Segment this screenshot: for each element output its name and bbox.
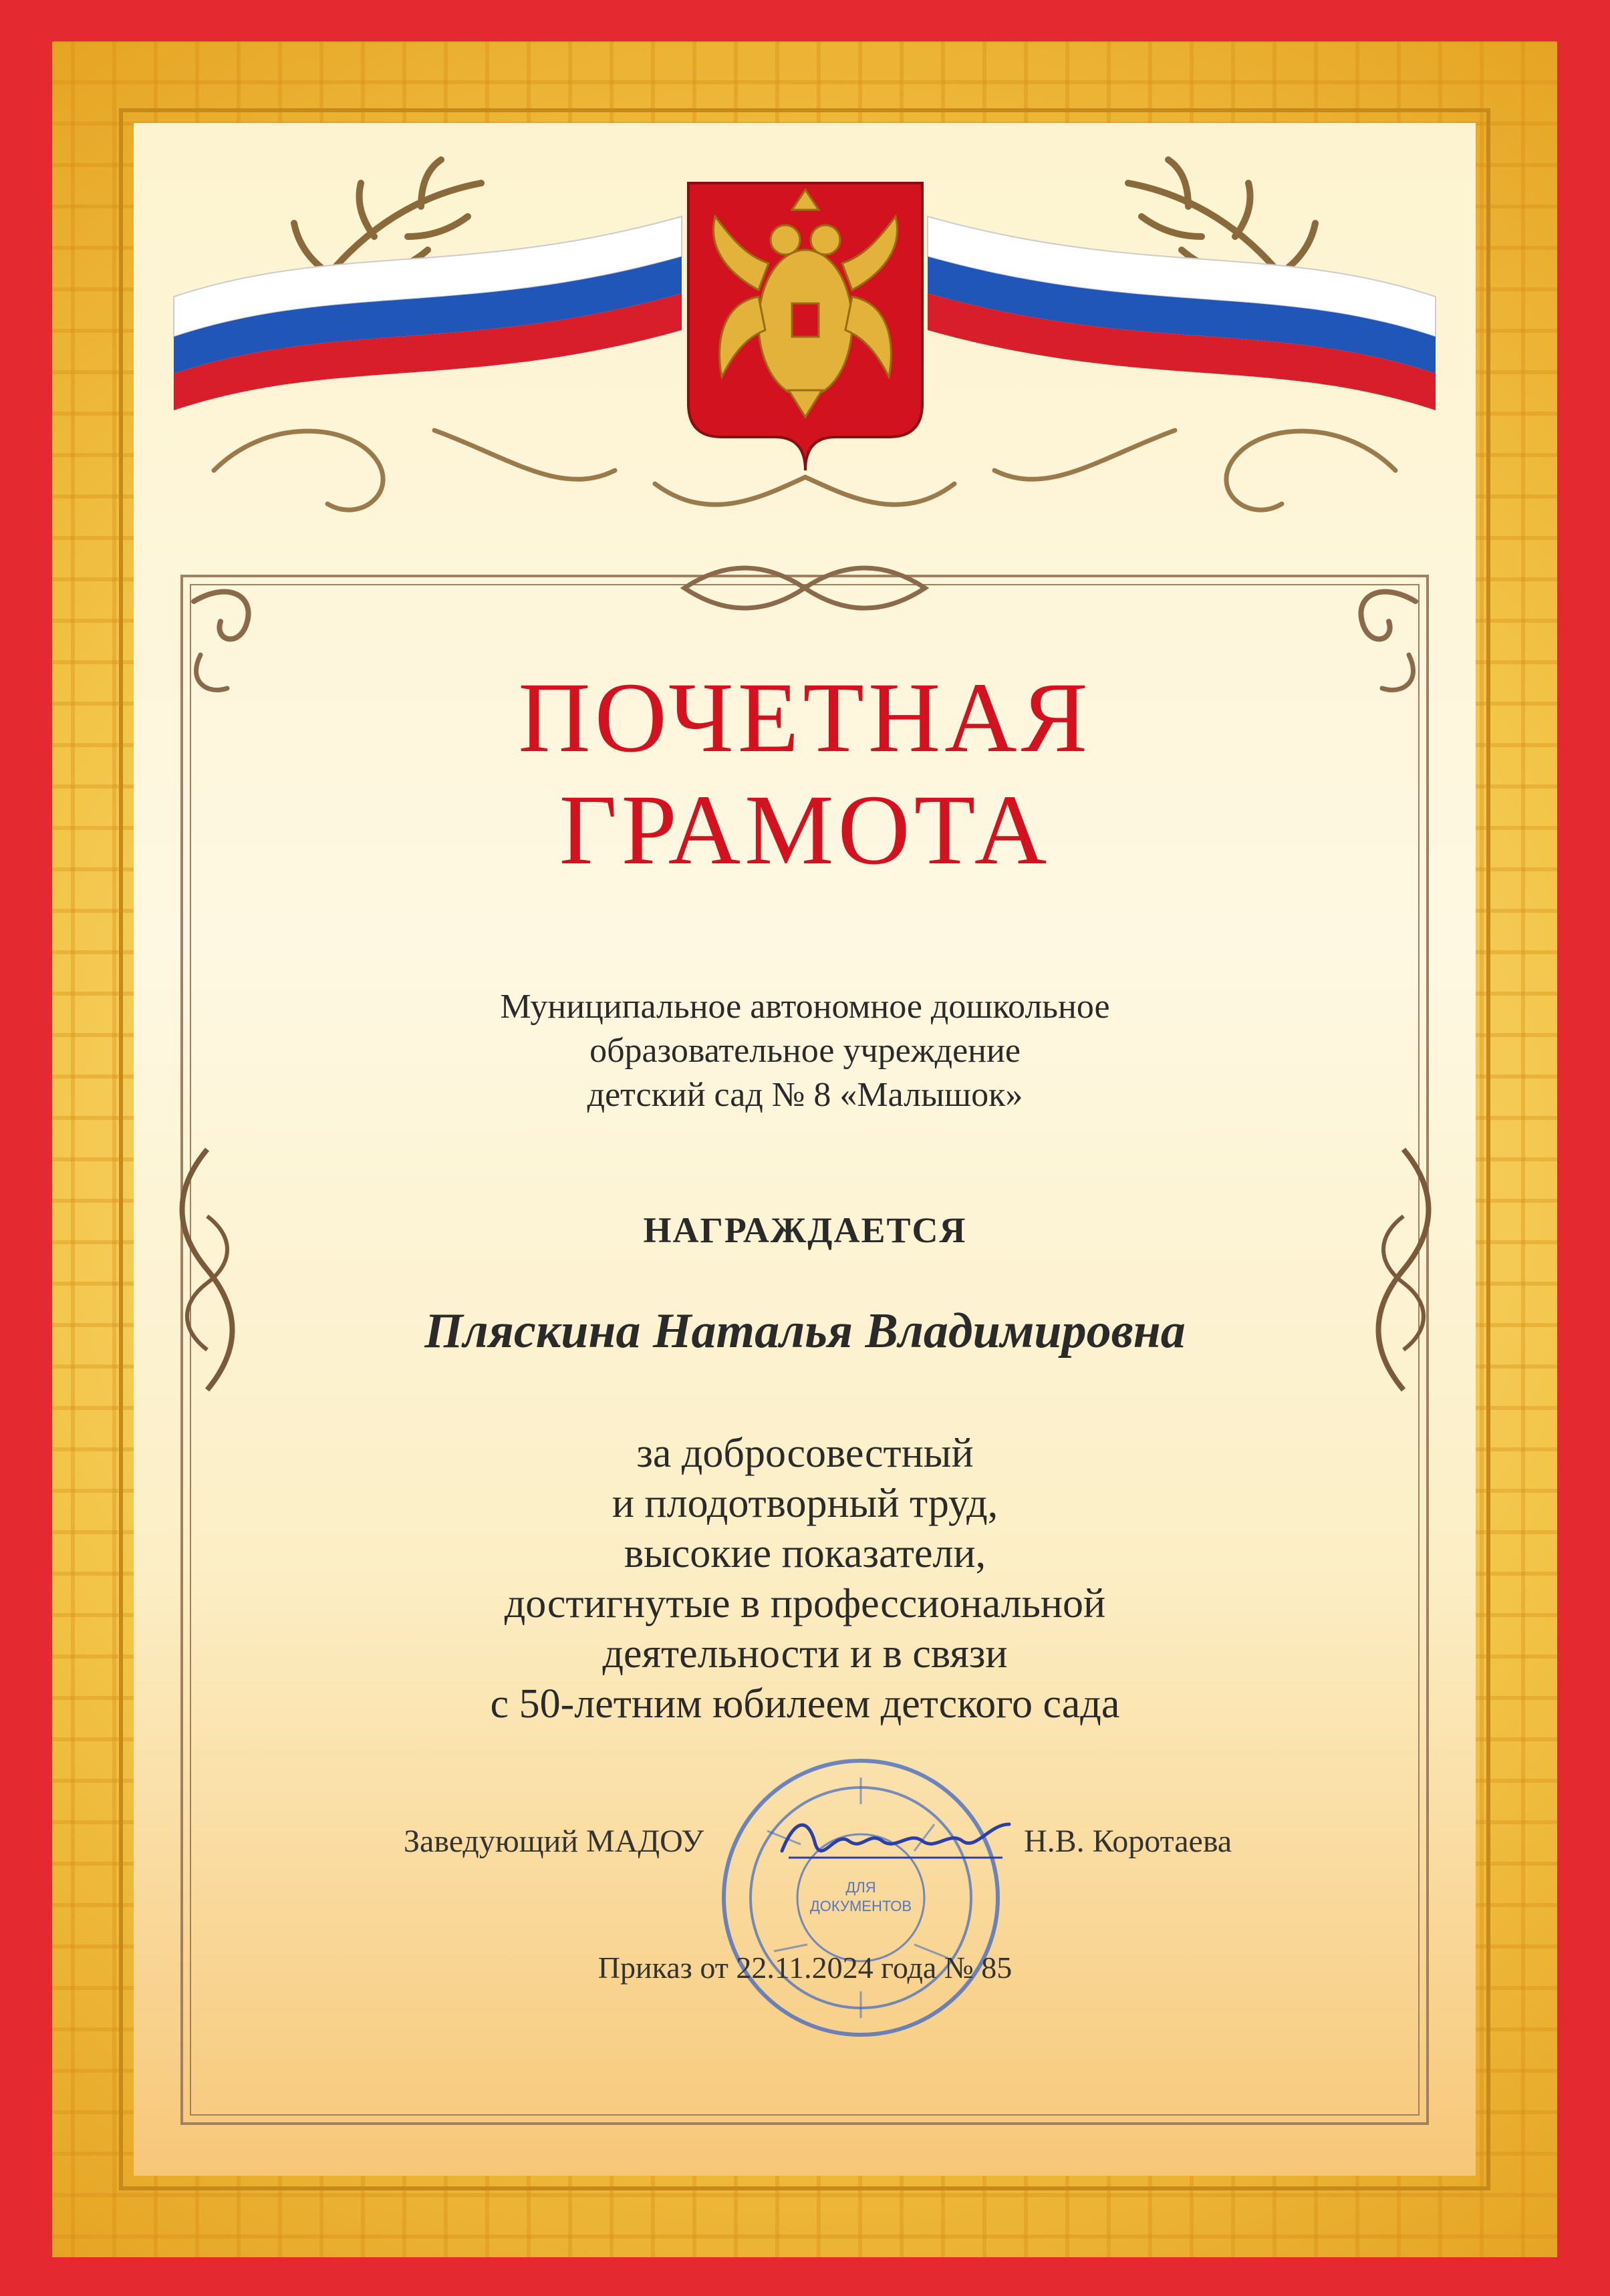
svg-text:ДЛЯ: ДЛЯ — [845, 1879, 876, 1896]
order-text: Приказ от 22.11.2024 года № 85 — [597, 1951, 1013, 1985]
right-side-scroll-icon — [1357, 1136, 1450, 1430]
left-side-scroll-icon — [160, 1136, 254, 1430]
reason-line4: достигнутые в профессиональной — [504, 1581, 1106, 1626]
recipient-name: Пляскина Наталья Владимировна — [424, 1304, 1186, 1358]
certificate-title-line1: ПОЧЕТНАЯ — [518, 662, 1092, 773]
tricolor-ribbon-left-icon — [174, 217, 682, 410]
russian-coat-of-arms-icon — [688, 183, 922, 470]
signature-position: Заведующий МАДОУ — [404, 1824, 704, 1859]
reason-line3: высокие показатели, — [624, 1531, 986, 1576]
reason-line5: деятельности и в связи — [602, 1631, 1008, 1677]
certificate-title-line2: ГРАМОТА — [559, 774, 1051, 885]
svg-text:ДОКУМЕНТОВ: ДОКУМЕНТОВ — [809, 1898, 912, 1914]
handwritten-signature — [769, 1804, 1023, 1878]
reason-line6: с 50-летним юбилеем детского сада — [490, 1681, 1120, 1727]
top-center-scroll-icon — [671, 561, 938, 615]
header-decoration — [134, 123, 1476, 591]
tricolor-ribbon-right-icon — [928, 217, 1436, 410]
signature-name: Н.В. Коротаева — [1024, 1824, 1232, 1859]
reason-line1: за добросовестный — [636, 1431, 974, 1476]
organization-line3: детский сад № 8 «Малышок» — [587, 1076, 1023, 1114]
organization-line1: Муниципальное автономное дошкольное — [500, 988, 1110, 1026]
organization-line2: образовательное учреждение — [589, 1032, 1021, 1070]
awarded-label: НАГРАЖДАЕТСЯ — [643, 1210, 967, 1250]
official-stamp — [714, 1751, 1008, 2045]
reason-line2: и плодотворный труд, — [612, 1481, 998, 1526]
